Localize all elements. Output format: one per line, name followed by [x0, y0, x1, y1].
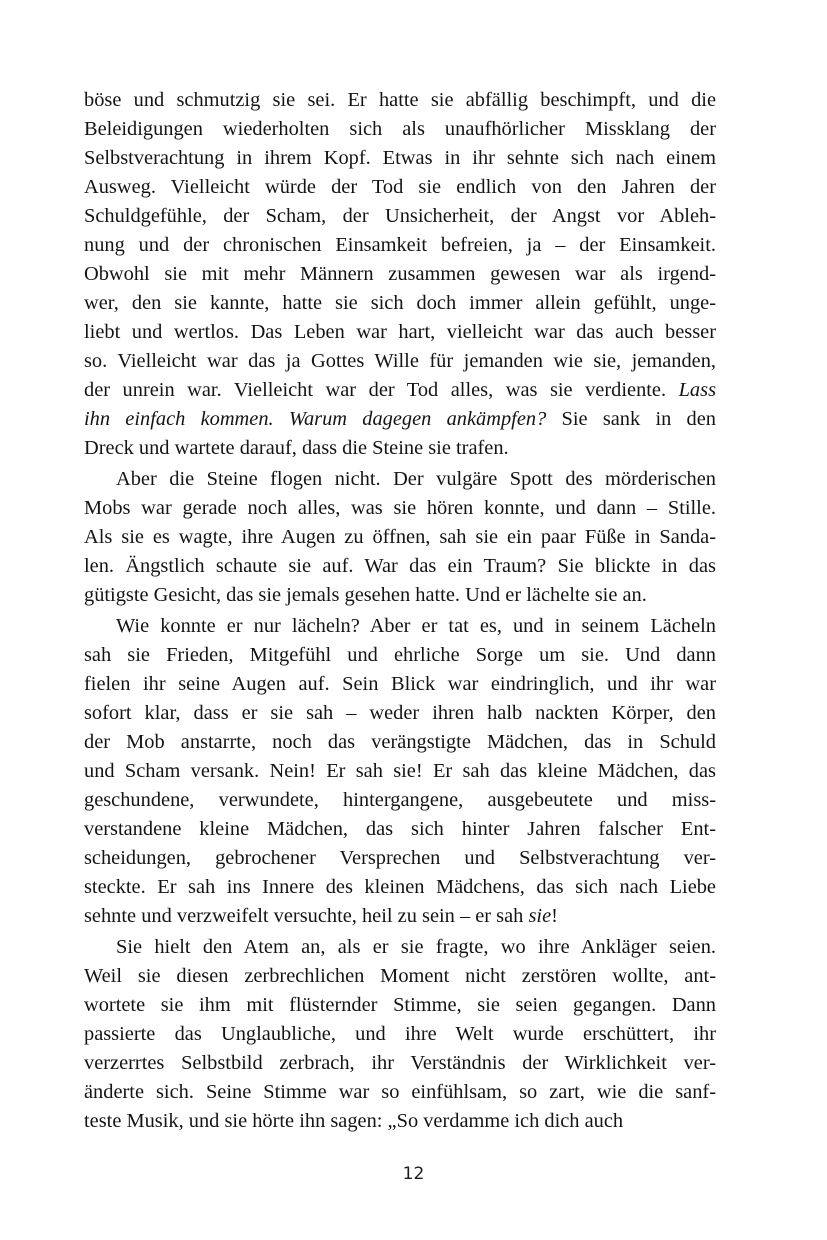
text-line [84, 581, 716, 610]
text-line [84, 465, 716, 494]
text-run: der unrein war. Vielleicht war der Tod alles, was sie verdiente. [84, 379, 679, 401]
text-line [84, 815, 716, 844]
text-line [84, 1078, 716, 1107]
italic-run: sie [528, 905, 552, 927]
paragraph [84, 86, 716, 463]
text-run: sehnte und verzweifelt versuchte, heil zu sein – er sah [84, 905, 529, 927]
text-run: fielen ihr seine Augen auf. Sein Blick war eindringlich, und ihr war [84, 673, 716, 695]
text-line [84, 318, 716, 347]
text-run: sofort klar, dass er sie sah – weder ihren halb nackten Körper, den [84, 702, 716, 724]
text-run: geschundene, verwundete, hintergangene, ausgebeutete und miss- [84, 789, 716, 811]
text-line [84, 873, 716, 902]
text-run: so. Vielleicht war das ja Gottes Wille für jemanden wie sie, jemanden, [84, 350, 716, 372]
text-line [84, 523, 716, 552]
text-line [84, 641, 716, 670]
text-run: ! [551, 905, 558, 927]
text-run: passierte das Unglaubliche, und ihre Welt wurde erschüttert, ihr [84, 1023, 716, 1045]
italic-run: Lass [678, 379, 716, 401]
text-line [84, 670, 716, 699]
text-run: und Scham versank. Nein! Er sah sie! Er sah das kleine Mädchen, das [84, 760, 716, 782]
text-run: teste Musik, und sie hörte ihn sagen: „So verdamme ich dich auch [84, 1110, 624, 1132]
text-line [84, 260, 716, 289]
text-run: nung und der chronischen Einsamkeit befreien, ja – der Einsamkeit. [84, 234, 716, 256]
text-run: Ausweg. Vielleicht würde der Tod sie endlich von den Jahren der [84, 176, 716, 198]
text-line [84, 728, 716, 757]
paragraph [84, 933, 716, 1136]
text-line [84, 612, 716, 641]
text-line [84, 1049, 716, 1078]
page-number: 12 [402, 1164, 425, 1184]
paragraph [84, 612, 716, 931]
text-line [84, 962, 716, 991]
text-run: böse und schmutzig sie sei. Er hatte sie abfällig beschimpft, und die [84, 89, 716, 111]
text-run: Wie konnte er nur lächeln? Aber er tat es, und in seinem Lächeln [116, 615, 716, 637]
text-line [84, 115, 716, 144]
text-line [84, 376, 716, 405]
text-line [84, 202, 716, 231]
text-line [84, 434, 716, 463]
text-line [84, 289, 716, 318]
text-line [84, 844, 716, 873]
text-run: Dreck und wartete darauf, dass die Steine sie trafen. [84, 437, 509, 459]
text-run: Sie hielt den Atem an, als er sie fragte, wo ihre Ankläger seien. [116, 936, 716, 958]
text-line [84, 405, 716, 434]
text-line [84, 786, 716, 815]
text-run: Weil sie diesen zerbrechlichen Moment nicht zerstören wollte, ant- [84, 965, 716, 987]
text-run: steckte. Er sah ins Innere des kleinen Mädchens, das sich nach Liebe [84, 876, 716, 898]
text-line [84, 1107, 716, 1136]
text-run: Sie sank in den [546, 408, 716, 430]
text-run: Obwohl sie mit mehr Männern zusammen gewesen war als irgend- [84, 263, 716, 285]
text-run: Aber die Steine flogen nicht. Der vulgäre Spott des mörderischen [116, 468, 716, 490]
text-line [84, 991, 716, 1020]
text-run: gütigste Gesicht, das sie jemals gesehen hatte. Und er lächelte sie an. [84, 584, 647, 606]
text-line [84, 1020, 716, 1049]
text-line [84, 757, 716, 786]
text-run: wer, den sie kannte, hatte sie sich doch immer allein gefühlt, unge- [84, 292, 716, 314]
text-run: Selbstverachtung in ihrem Kopf. Etwas in ihr sehnte sich nach einem [84, 147, 716, 169]
text-line [84, 494, 716, 523]
italic-run: ihn einfach kommen. Warum dagegen ankämpfen? [84, 408, 547, 430]
body-text [84, 86, 716, 1136]
text-line [84, 173, 716, 202]
text-line [84, 552, 716, 581]
text-run: liebt und wertlos. Das Leben war hart, vielleicht war das auch besser [84, 321, 716, 343]
text-line [84, 347, 716, 376]
text-line [84, 231, 716, 260]
text-run: verzerrtes Selbstbild zerbrach, ihr Verständnis der Wirklichkeit ver- [84, 1052, 716, 1074]
text-run: Als sie es wagte, ihre Augen zu öffnen, sah sie ein paar Füße in Sanda- [84, 526, 716, 548]
text-run: Beleidigungen wiederholten sich als unaufhörlicher Missklang der [84, 118, 716, 140]
paragraph [84, 465, 716, 610]
text-line [84, 699, 716, 728]
text-run: len. Ängstlich schaute sie auf. War das ein Traum? Sie blickte in das [84, 555, 716, 577]
text-run: scheidungen, gebrochener Versprechen und Selbstverachtung ver- [84, 847, 716, 869]
text-run: sah sie Frieden, Mitgefühl und ehrliche Sorge um sie. Und dann [84, 644, 716, 666]
text-line [84, 144, 716, 173]
text-line [84, 933, 716, 962]
text-run: Schuldgefühle, der Scham, der Unsicherheit, der Angst vor Ableh- [84, 205, 716, 227]
text-line [84, 902, 716, 931]
text-run: der Mob anstarrte, noch das verängstigte Mädchen, das in Schuld [84, 731, 716, 753]
text-run: Mobs war gerade noch alles, was sie hören konnte, und dann – Stille. [84, 497, 716, 519]
text-line [84, 86, 716, 115]
text-run: verstandene kleine Mädchen, das sich hinter Jahren falscher Ent- [84, 818, 716, 840]
text-run: änderte sich. Seine Stimme war so einfühlsam, so zart, wie die sanf- [84, 1081, 716, 1103]
text-run: wortete sie ihm mit flüsternder Stimme, sie seien gegangen. Dann [84, 994, 716, 1016]
